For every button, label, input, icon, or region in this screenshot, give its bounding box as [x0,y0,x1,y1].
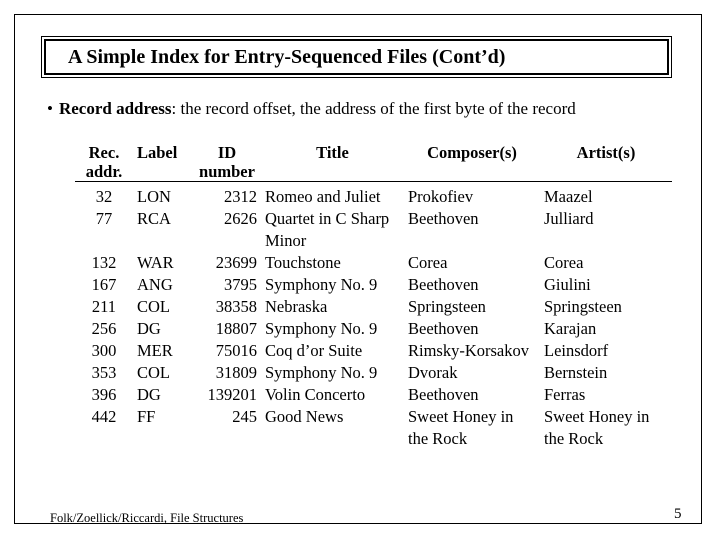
cell-rec-addr: 132 [91,253,117,272]
cell-label: MER [137,341,173,360]
cell-label: RCA [137,209,171,228]
cell-label: WAR [137,253,174,272]
cell-label: DG [137,319,161,338]
header-rec-addr-line1: Rec. [88,143,120,162]
cell-composer: Springsteen [408,297,486,316]
cell-artist: Karajan [544,319,597,338]
cell-id-number: 3795 [224,275,257,294]
cell-title: Quartet in C Sharp Minor [265,209,390,250]
table-row [75,252,672,274]
cell-id-number: 38358 [215,297,257,316]
cell-rec-addr: 256 [91,319,117,338]
cell-artist: Springsteen [544,297,622,316]
cell-composer: Beethoven [408,209,479,228]
table-row [75,274,672,296]
cell-id-number: 2312 [224,187,257,206]
cell-id-number: 23699 [215,253,257,272]
cell-artist: Julliard [544,209,594,228]
cell-label: ANG [137,275,173,294]
cell-composer: Beethoven [408,275,479,294]
table-row [75,318,672,340]
page-number: 5 [674,506,682,522]
cell-title: Romeo and Juliet [265,187,381,206]
cell-artist: Ferras [544,385,586,404]
cell-title: Symphony No. 9 [265,363,378,382]
cell-artist: Corea [544,253,584,272]
cell-label: DG [137,385,161,404]
title-box [44,39,669,75]
header-id-number [193,143,261,182]
cell-rec-addr: 32 [95,187,113,206]
header-label: Label [137,143,178,162]
header-rec-addr-line2: addr. [85,162,123,181]
cell-composer: Rimsky-Korsakov [408,341,529,360]
table-row [75,340,672,362]
cell-composer: Prokofiev [408,187,474,206]
cell-composer: Sweet Honey in the Rock [408,407,514,448]
cell-composer: Beethoven [408,385,479,404]
table-row [75,182,672,209]
header-artist: Artist(s) [576,143,636,162]
cell-rec-addr: 442 [91,407,117,426]
bullet-point [47,99,576,119]
cell-id-number: 245 [232,407,257,426]
bullet-marker: • [47,99,53,118]
cell-rec-addr: 353 [91,363,117,382]
cell-rec-addr: 211 [91,297,117,316]
cell-title: Symphony No. 9 [265,275,378,294]
cell-label: COL [137,297,170,316]
cell-label: LON [137,187,171,206]
table-row [75,362,672,384]
cell-composer: Beethoven [408,319,479,338]
cell-title: Volin Concerto [265,385,366,404]
cell-title: Touchstone [265,253,341,272]
cell-rec-addr: 396 [91,385,117,404]
cell-title: Nebraska [265,297,328,316]
header-rec-addr [75,143,133,182]
footer-credit: Folk/Zoellick/Riccardi, File Structures [50,511,244,525]
header-composer: Composer(s) [427,143,517,162]
table-row [75,208,672,252]
index-table [75,143,672,450]
cell-title: Coq d’or Suite [265,341,363,360]
bullet-term: Record address [58,99,172,118]
cell-artist: Bernstein [544,363,608,382]
bullet-text: : the record offset, the address of the first byte of the record [171,99,576,118]
cell-artist: Maazel [544,187,593,206]
slide [14,14,702,524]
table-header-row [75,143,672,182]
cell-rec-addr: 300 [91,341,117,360]
table-row [75,296,672,318]
cell-id-number: 139201 [207,385,257,404]
cell-id-number: 2626 [224,209,257,228]
header-id-line2: number [199,162,255,181]
table-row [75,384,672,406]
cell-id-number: 75016 [215,341,257,360]
header-id-line1: ID [217,143,237,162]
slide-title: A Simple Index for Entry-Sequenced Files (Cont’d) [68,46,506,68]
header-title: Title [316,143,349,162]
table-row [75,406,672,450]
cell-id-number: 18807 [215,319,257,338]
cell-composer: Corea [408,253,448,272]
cell-artist: Sweet Honey in the Rock [544,407,650,448]
cell-title: Symphony No. 9 [265,319,378,338]
cell-composer: Dvorak [408,363,458,382]
cell-rec-addr: 77 [95,209,113,228]
cell-label: FF [137,407,156,426]
cell-artist: Leinsdorf [544,341,609,360]
cell-label: COL [137,363,170,382]
cell-title: Good News [265,407,344,426]
cell-artist: Giulini [544,275,591,294]
cell-id-number: 31809 [215,363,257,382]
cell-rec-addr: 167 [91,275,117,294]
